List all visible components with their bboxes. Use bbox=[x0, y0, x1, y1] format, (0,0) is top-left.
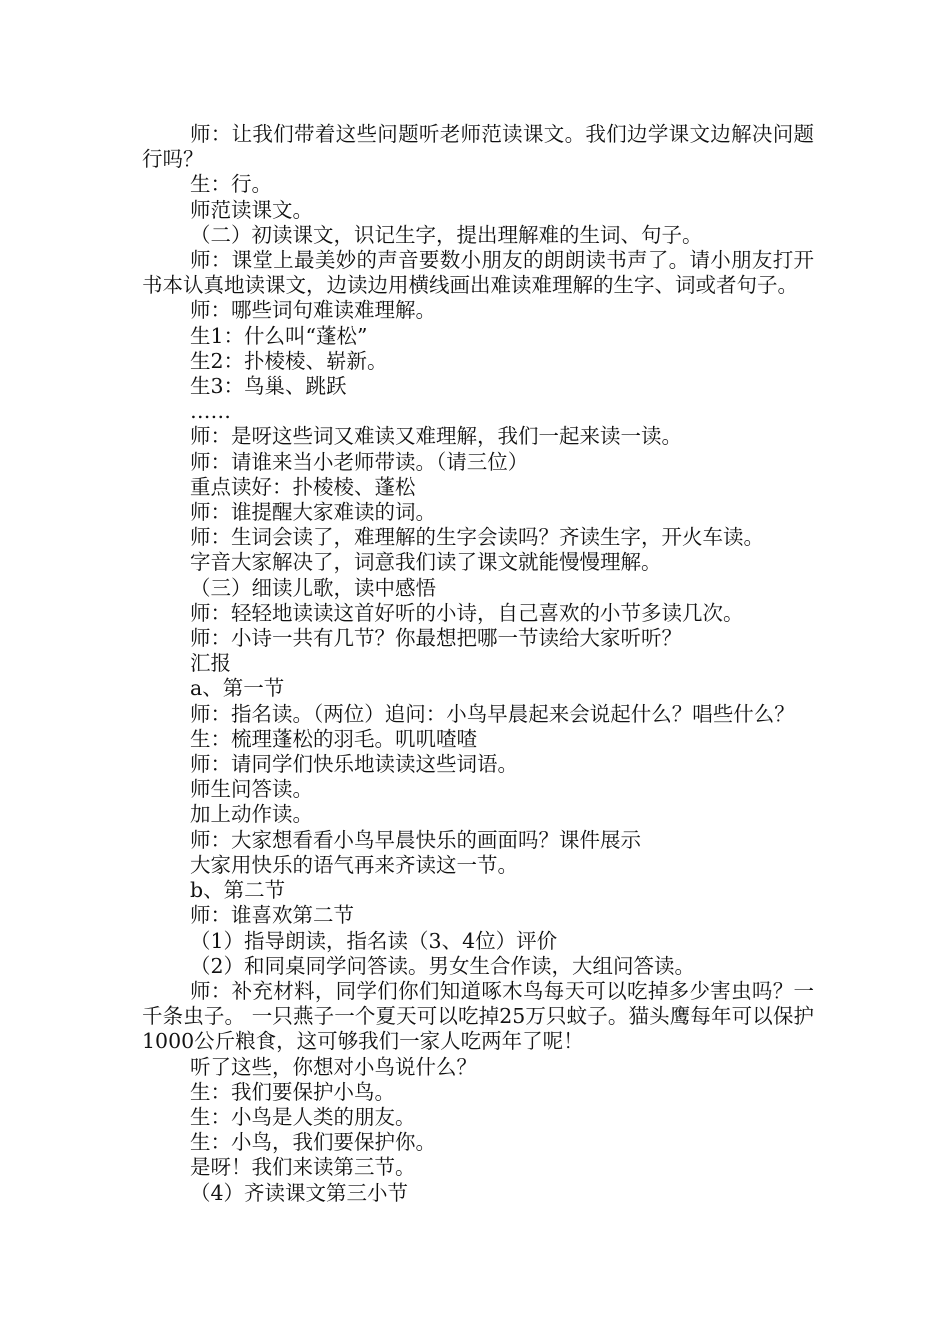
paragraph: 生1：什么叫“蓬松” bbox=[190, 323, 368, 348]
paragraph: 生：我们要保护小鸟。 bbox=[190, 1079, 395, 1104]
section-heading: （三）细读儿歌，读中感悟 bbox=[190, 575, 436, 600]
paragraph: 师：补充材料，同学们你们知道啄木鸟每天可以吃掉多少害虫吗？一千条虫子。 一只燕子一个夏天可以吃掉25万只蚊子。猫头鹰每年可以保护1000公斤粮食，这可够我们一家人吃两年了呢！ bbox=[142, 978, 814, 1054]
paragraph: 听了这些，你想对小鸟说什么？ bbox=[190, 1054, 477, 1079]
paragraph: 大家用快乐的语气再来齐读这一节。 bbox=[190, 852, 518, 877]
paragraph: （1）指导朗读，指名读（3、4位）评价 bbox=[190, 928, 558, 953]
paragraph: 重点读好：扑棱棱、蓬松 bbox=[190, 474, 416, 499]
paragraph: （4）齐读课文第三小节 bbox=[190, 1180, 409, 1205]
paragraph: 加上动作读。 bbox=[190, 802, 313, 827]
paragraph: 生：小鸟，我们要保护你。 bbox=[190, 1130, 436, 1155]
paragraph: 师范读课文。 bbox=[190, 197, 313, 222]
subsection-heading: a、第一节 bbox=[190, 676, 285, 701]
paragraph: 师：是呀这些词又难读又难理解，我们一起来读一读。 bbox=[190, 424, 682, 449]
document-body bbox=[142, 122, 814, 1206]
paragraph: 字音大家解决了，词意我们读了课文就能慢慢理解。 bbox=[190, 550, 662, 575]
paragraph: 师：轻轻地读读这首好听的小诗，自己喜欢的小节多读几次。 bbox=[190, 600, 744, 625]
paragraph: 师：让我们带着这些问题听老师范读课文。我们边学课文边解决问题行吗？ bbox=[142, 122, 814, 172]
paragraph: 生：梳理蓬松的羽毛。叽叽喳喳 bbox=[190, 726, 477, 751]
paragraph: 师：请同学们快乐地读读这些词语。 bbox=[190, 752, 518, 777]
subsection-heading: b、第二节 bbox=[190, 878, 286, 903]
paragraph: 汇报 bbox=[190, 651, 231, 676]
paragraph: 师：生词会读了，难理解的生字会读吗？齐读生字，开火车读。 bbox=[190, 525, 764, 550]
paragraph: 生3：鸟巢、跳跃 bbox=[190, 374, 347, 399]
paragraph: 师：小诗一共有几节？你最想把哪一节读给大家听听？ bbox=[190, 626, 682, 651]
ellipsis: …… bbox=[190, 399, 231, 424]
paragraph: 师：请谁来当小老师带读。（请三位） bbox=[190, 449, 529, 474]
paragraph: 师：谁提醒大家难读的词。 bbox=[190, 500, 436, 525]
paragraph: 生：小鸟是人类的朋友。 bbox=[190, 1104, 416, 1129]
paragraph: 师：哪些词句难读难理解。 bbox=[190, 298, 436, 323]
section-heading: （二）初读课文，识记生字，提出理解难的生词、句子。 bbox=[190, 222, 703, 247]
paragraph: 师生问答读。 bbox=[190, 777, 313, 802]
paragraph: 师：课堂上最美妙的声音要数小朋友的朗朗读书声了。请小朋友打开书本认真地读课文，边读边用横线画出难读难理解的生字、词或者句子。 bbox=[142, 248, 814, 298]
paragraph: 生：行。 bbox=[190, 172, 272, 197]
paragraph: 师：大家想看看小鸟早晨快乐的画面吗？课件展示 bbox=[190, 827, 641, 852]
paragraph: （2）和同桌同学问答读。男女生合作读，大组问答读。 bbox=[190, 953, 696, 978]
paragraph: 师：谁喜欢第二节 bbox=[190, 903, 354, 928]
paragraph: 生2：扑棱棱、崭新。 bbox=[190, 348, 388, 373]
paragraph: 是呀！我们来读第三节。 bbox=[190, 1155, 416, 1180]
paragraph: 师：指名读。（两位）追问：小鸟早晨起来会说起什么？唱些什么？ bbox=[190, 701, 795, 726]
